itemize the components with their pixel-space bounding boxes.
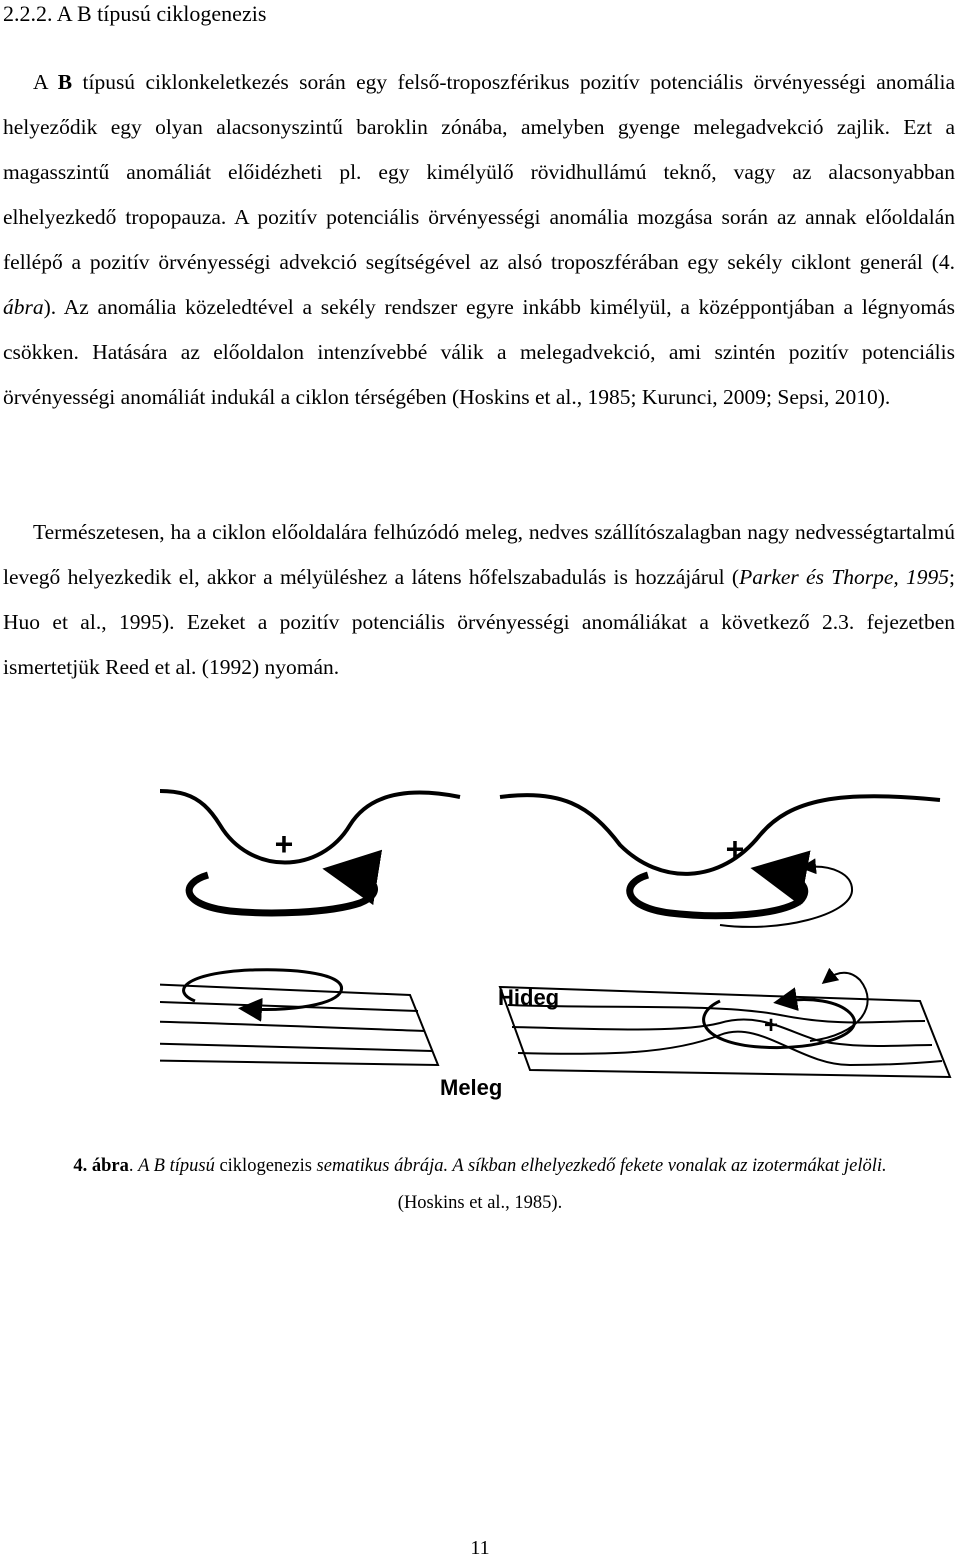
section-heading: 2.2.2. A B típusú ciklogenezis [3, 1, 267, 26]
isotherm-left-2 [160, 1021, 425, 1031]
isotherm-right-2 [512, 1019, 932, 1046]
tropopause-trough-line-left [160, 791, 460, 863]
paragraph-2-text: Természetesen, ha a ciklon előoldalára felhúzódó meleg, nedves szállítószalagban nagy nedvességtartalmú levegő helyezkedik el, akkor a mélyüléshez a látens hőfelszabadulás is hozzájárul ( [3, 520, 955, 589]
citation-parker-thorpe: Parker és Thorpe, 1995 [739, 565, 950, 589]
lower-left-panel [160, 970, 438, 1065]
upper-left-panel [160, 791, 460, 913]
circulation-arrow-right-upper [630, 873, 805, 916]
plus-symbol-surface: + [763, 1012, 779, 1039]
page-number: 11 [470, 1537, 490, 1559]
isotherm-right-3 [518, 1032, 942, 1065]
paragraph-2 [3, 510, 955, 690]
lower-right-panel [500, 973, 950, 1077]
paragraph-2-text-end: ; Huo et al., 1995). Ezeket a pozitív potenciális örvényességi anomáliákat a következő 2.3. fejezetben ismertetjük Reed et al. (1992) nyomán. [3, 565, 955, 679]
caption-figure-number: 4. ábra [73, 1156, 129, 1176]
figure-reference: ábra [3, 295, 44, 319]
tropopause-trough-line-right [500, 795, 940, 874]
plus-symbol-right: + [725, 831, 745, 867]
circulation-arrow-left [189, 873, 374, 913]
cyclone-circulation-right [704, 1000, 855, 1048]
upper-right-panel [500, 795, 940, 927]
paragraph-1 [3, 60, 955, 420]
isotherm-left-3 [160, 1043, 432, 1051]
paragraph-1-lead: A B [33, 70, 73, 94]
cyclogenesis-figure [160, 765, 960, 1120]
figure-caption [0, 1148, 960, 1222]
label-cold: Hideg [498, 985, 560, 1010]
caption-source: (Hoskins et al., 1985). [397, 1193, 563, 1213]
caption-line-1: 4. ábra. A B típusú ciklogenezis sematikus ábrája. A síkban elhelyezkedő fekete vonalak az izotermákat jelöli. [73, 1156, 887, 1176]
paragraph-1-text-end: ). Az anomália közeledtével a sekély rendszer egyre inkább kimélyül, a középpontjában a légnyomás csökken. Hatására az előoldalon intenzívebbé válik a melegadvekció, ami szintén pozitív potenciális örvényességi anomáliát indukál a ciklon térségében (Hoskins et al., 1985; Kurunci, 2009; Sepsi, 2010). [3, 295, 955, 409]
paragraph-1-text: típusú ciklonkeletkezés során egy felső-troposzférikus pozitív potenciális örvényességi anomália helyeződik egy olyan alacsonyszintű baroklin zónába, amelyben gyenge melegadvekció zajlik. Ezt a magasszintű anomáliát előidézheti pl. egy kimélyülő rövidhullámú teknő, vagy az alacsonyabban elhelyezkedő tropopauza. A pozitív potenciális örvényességi anomália mozgása során az annak előoldalán fellépő a pozitív örvényességi advekció segítségével az alsó troposzférában egy sekély ciklont generál (4. [3, 70, 955, 274]
plane-outline-right [500, 987, 950, 1077]
label-warm: Meleg [440, 1075, 503, 1100]
plus-symbol-left: + [274, 826, 294, 862]
isotherm-right-1 [508, 1005, 925, 1023]
plane-outline-left [160, 983, 438, 1065]
